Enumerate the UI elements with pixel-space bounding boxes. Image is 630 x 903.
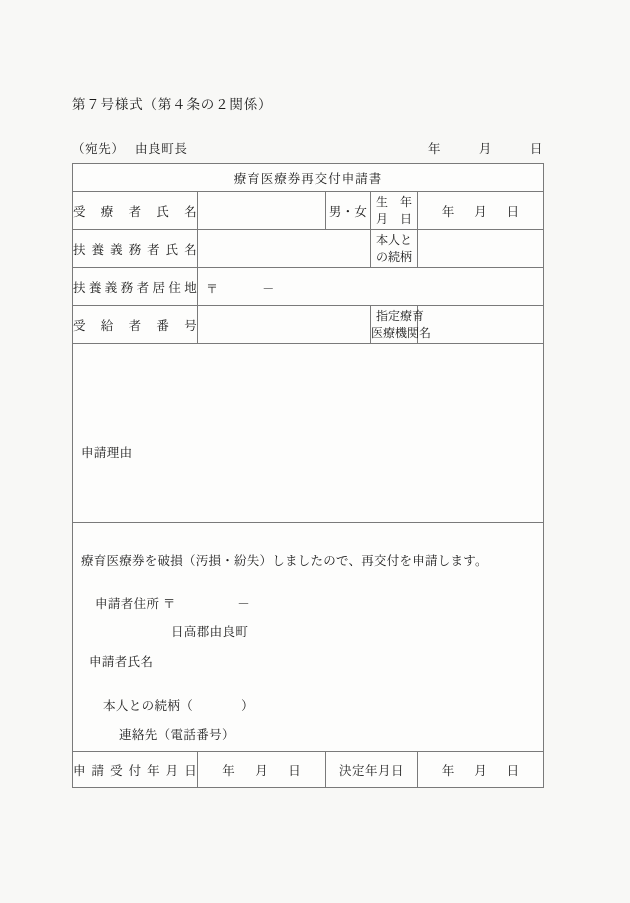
institution-input[interactable] xyxy=(418,306,544,344)
birthdate-day: 日 xyxy=(506,204,520,219)
table-row-recipient-number xyxy=(73,306,544,344)
supporter-name-label: 扶 養 義 務 者 氏 名 xyxy=(73,230,198,268)
applicant-relation-close: ） xyxy=(241,699,255,713)
birthdate-label: 生 年 月 日 xyxy=(371,192,418,230)
addressee-row xyxy=(72,139,543,157)
receipt-date-label: 申 請 受 付 年 月 日 xyxy=(73,752,198,788)
applicant-name-label: 申請者氏名 xyxy=(89,654,154,669)
declaration-sentence: 療育医療券を破損（汚損・紛失）しましたので、再交付を申請します。 xyxy=(81,554,488,568)
birthdate-month: 月 xyxy=(474,204,487,219)
form-number: 第７号様式（第４条の２関係） xyxy=(72,97,273,112)
patient-name-input[interactable] xyxy=(198,192,326,230)
table-row-declaration xyxy=(73,523,544,752)
table-row-processing xyxy=(73,752,544,788)
header-date-month: 月 xyxy=(478,142,493,156)
decision-date-month: 月 xyxy=(474,763,487,778)
form-title: 療育医療券再交付申請書 xyxy=(73,164,544,192)
relation-input[interactable] xyxy=(418,230,544,268)
declaration-block xyxy=(73,523,544,752)
receipt-date-day: 日 xyxy=(288,763,301,778)
gender-label: 男・女 xyxy=(326,192,371,230)
application-form-table xyxy=(72,163,544,788)
table-row-supporter-name xyxy=(73,230,544,268)
supporter-address-input[interactable] xyxy=(198,268,544,306)
supporter-address-label: 扶 養 義 務 者 居 住 地 xyxy=(73,268,198,306)
institution-label: 指 定 療 育 医療機関名 xyxy=(371,306,418,344)
applicant-relation-line xyxy=(103,700,543,713)
addressee-label: （宛先） xyxy=(72,142,125,156)
postal-dash: － xyxy=(262,282,275,296)
table-row-patient xyxy=(73,192,544,230)
decision-date-label: 決定年月日 xyxy=(326,752,418,788)
table-row-supporter-address xyxy=(73,268,544,306)
applicant-postal-dash: － xyxy=(237,596,251,611)
applicant-relation-label: 本人との続柄（ xyxy=(103,699,194,713)
receipt-date-year: 年 xyxy=(222,763,235,778)
header-date-year: 年 xyxy=(428,142,442,156)
addressee-name: 由良町長 xyxy=(135,142,188,156)
reason-block[interactable] xyxy=(73,344,544,523)
applicant-contact-label: 連絡先（電話番号） xyxy=(119,727,235,742)
relation-label: 本人と の続柄 xyxy=(371,230,418,268)
supporter-name-input[interactable] xyxy=(198,230,371,268)
decision-date-day: 日 xyxy=(506,763,520,778)
table-title-row xyxy=(73,164,544,192)
header-date-fields xyxy=(428,139,543,157)
applicant-address-label: 申請者住所 xyxy=(95,596,160,611)
reason-label: 申請理由 xyxy=(81,446,133,460)
applicant-postal-mark-icon: 〒 xyxy=(162,596,176,611)
recipient-number-label: 受 給 者 番 号 xyxy=(73,306,198,344)
receipt-date-input[interactable] xyxy=(198,752,326,788)
table-row-reason xyxy=(73,344,544,523)
recipient-number-input[interactable] xyxy=(198,306,371,344)
applicant-address-line xyxy=(95,598,543,611)
birthdate-input[interactable] xyxy=(418,192,544,230)
receipt-date-month: 月 xyxy=(255,763,268,778)
decision-date-input[interactable] xyxy=(418,752,544,788)
patient-name-label: 受 療 者 氏 名 xyxy=(73,192,198,230)
applicant-municipality: 日高郡由良町 xyxy=(171,625,249,639)
header-date-day: 日 xyxy=(529,142,543,156)
birthdate-year: 年 xyxy=(441,204,455,219)
postal-mark-icon: 〒 xyxy=(206,282,219,296)
decision-date-year: 年 xyxy=(441,763,455,778)
